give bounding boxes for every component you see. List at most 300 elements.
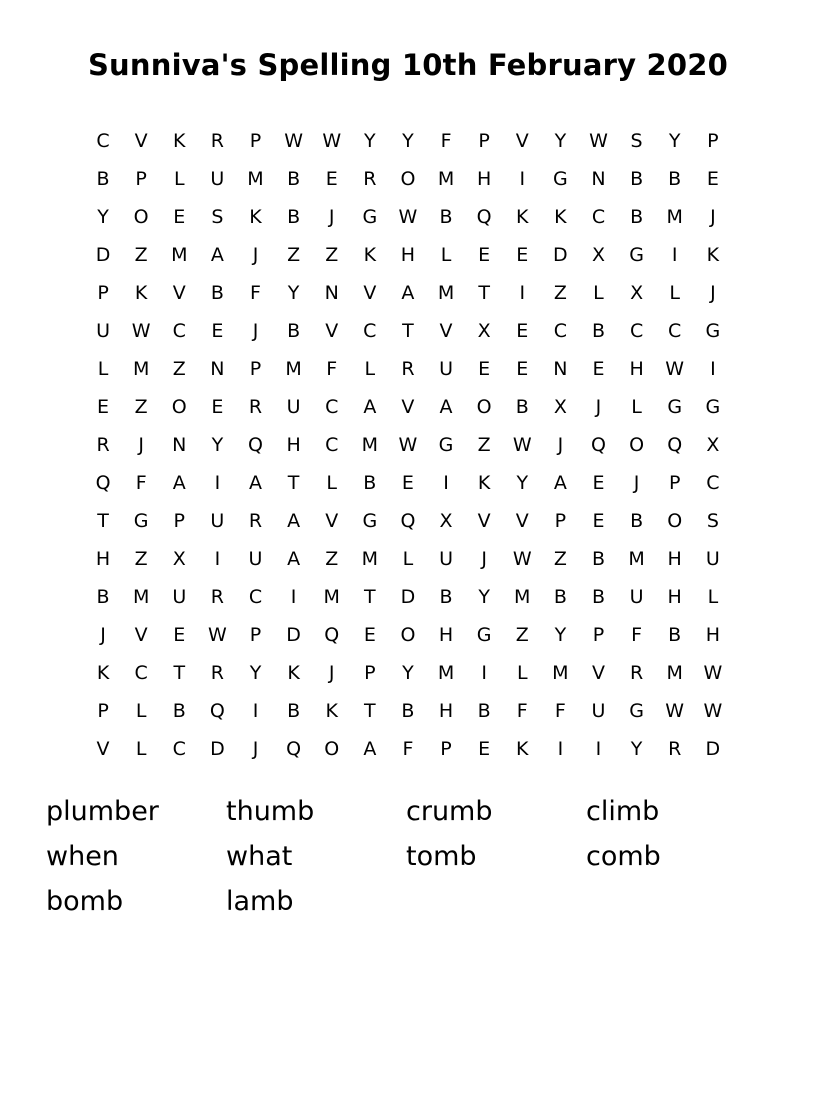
grid-cell: P: [249, 358, 262, 380]
grid-cell: W: [398, 434, 418, 456]
grid-cell: E: [516, 320, 529, 342]
grid-cell: W: [131, 320, 151, 342]
grid-cell: O: [400, 624, 416, 646]
grid-cell: H: [629, 358, 644, 380]
grid-cell: L: [516, 662, 528, 684]
grid-cell: I: [252, 700, 259, 722]
grid-cell: S: [706, 510, 719, 532]
grid-cell: B: [287, 320, 301, 342]
grid-cell: M: [361, 548, 379, 570]
grid-cell: E: [516, 358, 529, 380]
word-list-row: [46, 886, 770, 917]
grid-cell: L: [326, 472, 337, 494]
grid-cell: V: [401, 396, 415, 418]
grid-cell: Y: [516, 472, 529, 494]
grid-cell: H: [95, 548, 111, 570]
grid-cell: E: [401, 472, 414, 494]
grid-cell: C: [172, 320, 186, 342]
grid-cell: G: [362, 206, 378, 228]
grid-row: [84, 464, 732, 502]
grid-cell: X: [172, 548, 186, 570]
grid-cell: B: [363, 472, 377, 494]
grid-cell: K: [96, 662, 110, 684]
grid-cell: Y: [478, 586, 490, 608]
grid-cell: E: [592, 472, 605, 494]
grid-cell: P: [554, 510, 567, 532]
grid-cell: R: [210, 662, 224, 684]
grid-cell: M: [361, 434, 379, 456]
grid-cell: N: [172, 434, 187, 456]
grid-cell: A: [363, 396, 377, 418]
grid-cell: U: [210, 168, 225, 190]
grid-cell: O: [133, 206, 149, 228]
grid-cell: Z: [134, 244, 148, 266]
grid-cell: Z: [172, 358, 186, 380]
grid-cell: P: [440, 738, 452, 760]
grid-cell: V: [363, 282, 377, 304]
grid-cell: B: [630, 206, 644, 228]
grid-cell: S: [630, 130, 643, 152]
grid-cell: J: [138, 434, 144, 456]
grid-cell: B: [630, 168, 644, 190]
grid-cell: I: [290, 586, 297, 608]
grid-cell: K: [363, 244, 377, 266]
grid-row: [84, 426, 732, 464]
grid-cell: I: [519, 282, 526, 304]
grid-cell: H: [705, 624, 721, 646]
grid-cell: T: [364, 586, 376, 608]
grid-cell: T: [402, 320, 414, 342]
grid-cell: U: [248, 548, 263, 570]
grid-cell: Q: [209, 700, 225, 722]
grid-body: [84, 122, 732, 768]
grid-cell: I: [443, 472, 449, 494]
grid-cell: Z: [553, 282, 567, 304]
grid-cell: C: [325, 396, 339, 418]
grid-cell: K: [516, 206, 529, 228]
grid-cell: L: [364, 358, 376, 380]
grid-cell: B: [210, 282, 224, 304]
page-title: Sunniva's Spelling 10th February 2020: [87, 48, 729, 82]
grid-cell: T: [364, 700, 376, 722]
grid-cell: R: [210, 130, 224, 152]
grid-cell: Q: [324, 624, 340, 646]
grid-cell: K: [249, 206, 262, 228]
grid-cell: E: [706, 168, 719, 190]
grid-cell: E: [363, 624, 376, 646]
grid-cell: Q: [667, 434, 683, 456]
grid-cell: B: [287, 168, 301, 190]
grid-cell: Y: [364, 130, 376, 152]
grid-cell: V: [134, 624, 148, 646]
grid-cell: Z: [325, 244, 339, 266]
grid-cell: W: [398, 206, 418, 228]
grid-cell: B: [96, 168, 110, 190]
grid-cell: E: [516, 244, 529, 266]
grid-cell: E: [211, 396, 224, 418]
grid-cell: E: [478, 738, 491, 760]
grid-cell: B: [287, 700, 301, 722]
grid-cell: U: [629, 586, 644, 608]
grid-cell: I: [671, 244, 678, 266]
grid-cell: B: [172, 700, 186, 722]
grid-cell: K: [706, 244, 720, 266]
grid-cell: W: [284, 130, 303, 152]
grid-cell: U: [172, 586, 187, 608]
grid-cell: S: [211, 206, 224, 228]
grid-cell: A: [287, 510, 301, 532]
grid-cell: J: [252, 320, 259, 342]
grid-cell: W: [207, 624, 227, 646]
grid-row: [84, 198, 732, 236]
grid-cell: M: [247, 168, 264, 190]
grid-cell: F: [326, 358, 338, 380]
grid-cell: M: [666, 662, 683, 684]
grid-cell: J: [252, 244, 259, 266]
grid-cell: D: [705, 738, 721, 760]
grid-cell: G: [667, 396, 683, 418]
grid-cell: M: [514, 586, 531, 608]
grid-cell: Y: [402, 130, 414, 152]
grid-cell: A: [401, 282, 415, 304]
grid-cell: D: [95, 244, 111, 266]
grid-cell: A: [248, 472, 262, 494]
grid-cell: V: [515, 130, 529, 152]
grid-cell: P: [249, 624, 262, 646]
grid-cell: K: [516, 738, 529, 760]
grid-cell: I: [710, 358, 716, 380]
word-list-row: [46, 841, 770, 872]
grid-cell: U: [439, 548, 453, 570]
grid-cell: A: [363, 738, 377, 760]
grid-cell: Q: [248, 434, 263, 456]
word-list-item: thumb: [226, 796, 315, 827]
grid-cell: F: [135, 472, 147, 494]
grid-cell: N: [553, 358, 568, 380]
grid-cell: R: [248, 396, 263, 418]
grid-cell: G: [133, 510, 149, 532]
grid-cell: P: [173, 510, 185, 532]
grid-row: [84, 122, 732, 160]
grid-cell: B: [401, 700, 415, 722]
grid-cell: T: [287, 472, 300, 494]
grid-cell: M: [171, 244, 188, 266]
grid-cell: E: [478, 358, 491, 380]
grid-cell: K: [287, 662, 300, 684]
grid-cell: U: [286, 396, 301, 418]
grid-cell: X: [706, 434, 720, 456]
grid-cell: R: [363, 168, 377, 190]
worksheet-page: [0, 48, 816, 1104]
grid-cell: P: [97, 700, 109, 722]
grid-cell: B: [630, 510, 644, 532]
grid-row: [84, 312, 732, 350]
word-list-item: what: [226, 841, 293, 872]
grid-cell: P: [592, 624, 605, 646]
grid-cell: R: [210, 586, 224, 608]
grid-cell: K: [554, 206, 567, 228]
word-list-item: bomb: [46, 886, 124, 917]
grid-cell: C: [172, 738, 186, 760]
grid-cell: I: [557, 738, 564, 760]
grid-cell: H: [477, 168, 492, 190]
grid-cell: M: [437, 168, 455, 190]
grid-cell: V: [134, 130, 148, 152]
grid-cell: D: [286, 624, 301, 646]
grid-cell: M: [628, 548, 645, 570]
grid-cell: E: [592, 358, 605, 380]
grid-cell: T: [478, 282, 490, 304]
grid-cell: M: [323, 586, 340, 608]
grid-cell: L: [669, 282, 680, 304]
grid-cell: V: [515, 510, 529, 532]
grid-cell: T: [97, 510, 109, 532]
word-list-item: plumber: [46, 796, 159, 827]
grid-cell: B: [591, 586, 605, 608]
grid-cell: M: [666, 206, 683, 228]
grid-cell: T: [173, 662, 186, 684]
grid-cell: Q: [286, 738, 302, 760]
grid-cell: P: [364, 662, 376, 684]
grid-cell: L: [631, 396, 642, 418]
grid-cell: L: [593, 282, 604, 304]
grid-cell: X: [439, 510, 453, 532]
grid-row: [84, 236, 732, 274]
grid-cell: Z: [477, 434, 491, 456]
grid-cell: Y: [630, 738, 643, 760]
grid-cell: P: [249, 130, 262, 152]
grid-cell: K: [477, 472, 491, 494]
grid-cell: R: [401, 358, 415, 380]
grid-cell: A: [553, 472, 567, 494]
grid-cell: G: [553, 168, 568, 190]
grid-cell: W: [665, 700, 685, 722]
grid-cell: G: [476, 624, 492, 646]
grid-cell: V: [325, 320, 339, 342]
grid-cell: B: [591, 548, 605, 570]
grid-cell: B: [287, 206, 301, 228]
grid-cell: W: [589, 130, 608, 152]
grid-cell: Y: [249, 662, 262, 684]
grid-cell: A: [439, 396, 453, 418]
grid-cell: H: [286, 434, 301, 456]
grid-cell: B: [439, 586, 453, 608]
grid-cell: C: [553, 320, 567, 342]
word-list-row: [46, 796, 770, 827]
grid-cell: X: [630, 282, 644, 304]
grid-cell: H: [400, 244, 416, 266]
grid-cell: C: [363, 320, 377, 342]
grid-cell: I: [214, 548, 221, 570]
grid-cell: U: [210, 510, 225, 532]
grid-cell: Y: [287, 282, 300, 304]
grid-cell: W: [512, 434, 532, 456]
grid-cell: F: [440, 130, 452, 152]
grid-cell: E: [173, 206, 186, 228]
grid-cell: F: [250, 282, 261, 304]
grid-cell: F: [631, 624, 643, 646]
grid-cell: M: [132, 358, 150, 380]
grid-cell: V: [439, 320, 453, 342]
grid-cell: V: [172, 282, 186, 304]
grid-cell: Y: [97, 206, 109, 228]
grid-cell: D: [210, 738, 225, 760]
grid-cell: M: [437, 662, 455, 684]
word-list: [0, 796, 770, 917]
grid-cell: E: [478, 244, 491, 266]
grid-cell: N: [324, 282, 339, 304]
grid-cell: U: [439, 358, 453, 380]
grid-cell: J: [100, 624, 106, 646]
grid-cell: G: [629, 244, 644, 266]
grid-cell: J: [481, 548, 487, 570]
grid-cell: C: [96, 130, 110, 152]
grid-cell: A: [210, 244, 224, 266]
grid-cell: Q: [476, 206, 492, 228]
grid-cell: G: [705, 320, 721, 342]
grid-row: [84, 616, 732, 654]
grid-row: [84, 274, 732, 312]
grid-cell: H: [438, 624, 454, 646]
grid-cell: L: [402, 548, 414, 570]
grid-row: [84, 654, 732, 692]
grid-cell: W: [703, 700, 723, 722]
grid-cell: H: [438, 700, 454, 722]
grid-cell: J: [328, 206, 335, 228]
grid-cell: P: [668, 472, 681, 494]
grid-cell: U: [705, 548, 720, 570]
grid-cell: J: [595, 396, 602, 418]
grid-cell: P: [707, 130, 719, 152]
grid-cell: K: [325, 700, 338, 722]
grid-row: [84, 540, 732, 578]
grid-cell: E: [325, 168, 338, 190]
grid-cell: E: [97, 396, 110, 418]
grid-cell: G: [705, 396, 721, 418]
grid-cell: L: [440, 244, 452, 266]
grid-cell: P: [97, 282, 109, 304]
grid-cell: J: [557, 434, 564, 456]
grid-cell: W: [322, 130, 342, 152]
grid-cell: A: [287, 548, 301, 570]
grid-cell: Z: [553, 548, 567, 570]
grid-cell: H: [667, 548, 682, 570]
grid-cell: O: [324, 738, 340, 760]
grid-cell: H: [667, 586, 682, 608]
grid-cell: W: [512, 548, 532, 570]
grid-cell: L: [173, 168, 185, 190]
grid-cell: O: [476, 396, 492, 418]
grid-cell: K: [173, 130, 186, 152]
grid-cell: R: [629, 662, 644, 684]
grid-cell: V: [325, 510, 339, 532]
grid-cell: B: [591, 320, 605, 342]
grid-cell: J: [710, 282, 716, 304]
grid-cell: P: [478, 130, 490, 152]
grid-cell: O: [171, 396, 187, 418]
grid-cell: F: [554, 700, 566, 722]
grid-cell: G: [362, 510, 378, 532]
grid-cell: B: [96, 586, 110, 608]
grid-cell: U: [96, 320, 111, 342]
grid-cell: X: [553, 396, 567, 418]
grid-cell: V: [591, 662, 605, 684]
grid-cell: C: [248, 586, 263, 608]
grid-cell: M: [132, 586, 150, 608]
grid-cell: D: [400, 586, 416, 608]
grid-row: [84, 388, 732, 426]
word-list-item: tomb: [406, 841, 477, 872]
grid-row: [84, 578, 732, 616]
grid-cell: C: [629, 320, 644, 342]
grid-cell: E: [173, 624, 186, 646]
grid-cell: K: [134, 282, 148, 304]
grid-cell: O: [400, 168, 416, 190]
grid-cell: C: [591, 206, 606, 228]
grid-cell: C: [325, 434, 339, 456]
grid-cell: B: [668, 624, 682, 646]
grid-cell: C: [668, 320, 682, 342]
grid-cell: R: [668, 738, 682, 760]
grid-cell: B: [439, 206, 453, 228]
word-list-item: lamb: [226, 886, 294, 917]
grid-cell: V: [477, 510, 491, 532]
grid-cell: P: [135, 168, 147, 190]
grid-cell: Y: [554, 624, 567, 646]
grid-cell: E: [592, 510, 605, 532]
grid-cell: J: [328, 662, 335, 684]
grid-cell: C: [134, 662, 148, 684]
word-list-item: climb: [586, 796, 660, 827]
grid-cell: Z: [287, 244, 301, 266]
grid-cell: Z: [134, 548, 148, 570]
grid-cell: I: [214, 472, 221, 494]
grid-cell: W: [665, 358, 685, 380]
grid-cell: Y: [668, 130, 681, 152]
grid-cell: I: [595, 738, 602, 760]
grid-cell: Y: [554, 130, 567, 152]
grid-cell: R: [248, 510, 263, 532]
grid-cell: G: [438, 434, 454, 456]
grid-cell: C: [706, 472, 720, 494]
grid-cell: Y: [402, 662, 414, 684]
grid-cell: I: [519, 168, 526, 190]
word-search-grid: [84, 122, 732, 768]
grid-row: [84, 692, 732, 730]
grid-cell: J: [710, 206, 716, 228]
grid-cell: M: [552, 662, 569, 684]
grid-cell: L: [135, 700, 147, 722]
grid-cell: B: [668, 168, 682, 190]
word-list-item: when: [46, 841, 119, 872]
grid-cell: O: [667, 510, 683, 532]
grid-cell: B: [515, 396, 529, 418]
grid-cell: L: [135, 738, 147, 760]
grid-cell: R: [96, 434, 110, 456]
grid-cell: F: [402, 738, 414, 760]
grid-row: [84, 160, 732, 198]
word-list-item: crumb: [406, 796, 493, 827]
grid-cell: E: [211, 320, 224, 342]
grid-cell: L: [707, 586, 719, 608]
grid-row: [84, 502, 732, 540]
grid-cell: X: [477, 320, 491, 342]
grid-cell: Y: [211, 434, 224, 456]
grid-cell: A: [172, 472, 186, 494]
grid-cell: D: [553, 244, 568, 266]
grid-cell: B: [553, 586, 567, 608]
grid-cell: Z: [134, 396, 148, 418]
